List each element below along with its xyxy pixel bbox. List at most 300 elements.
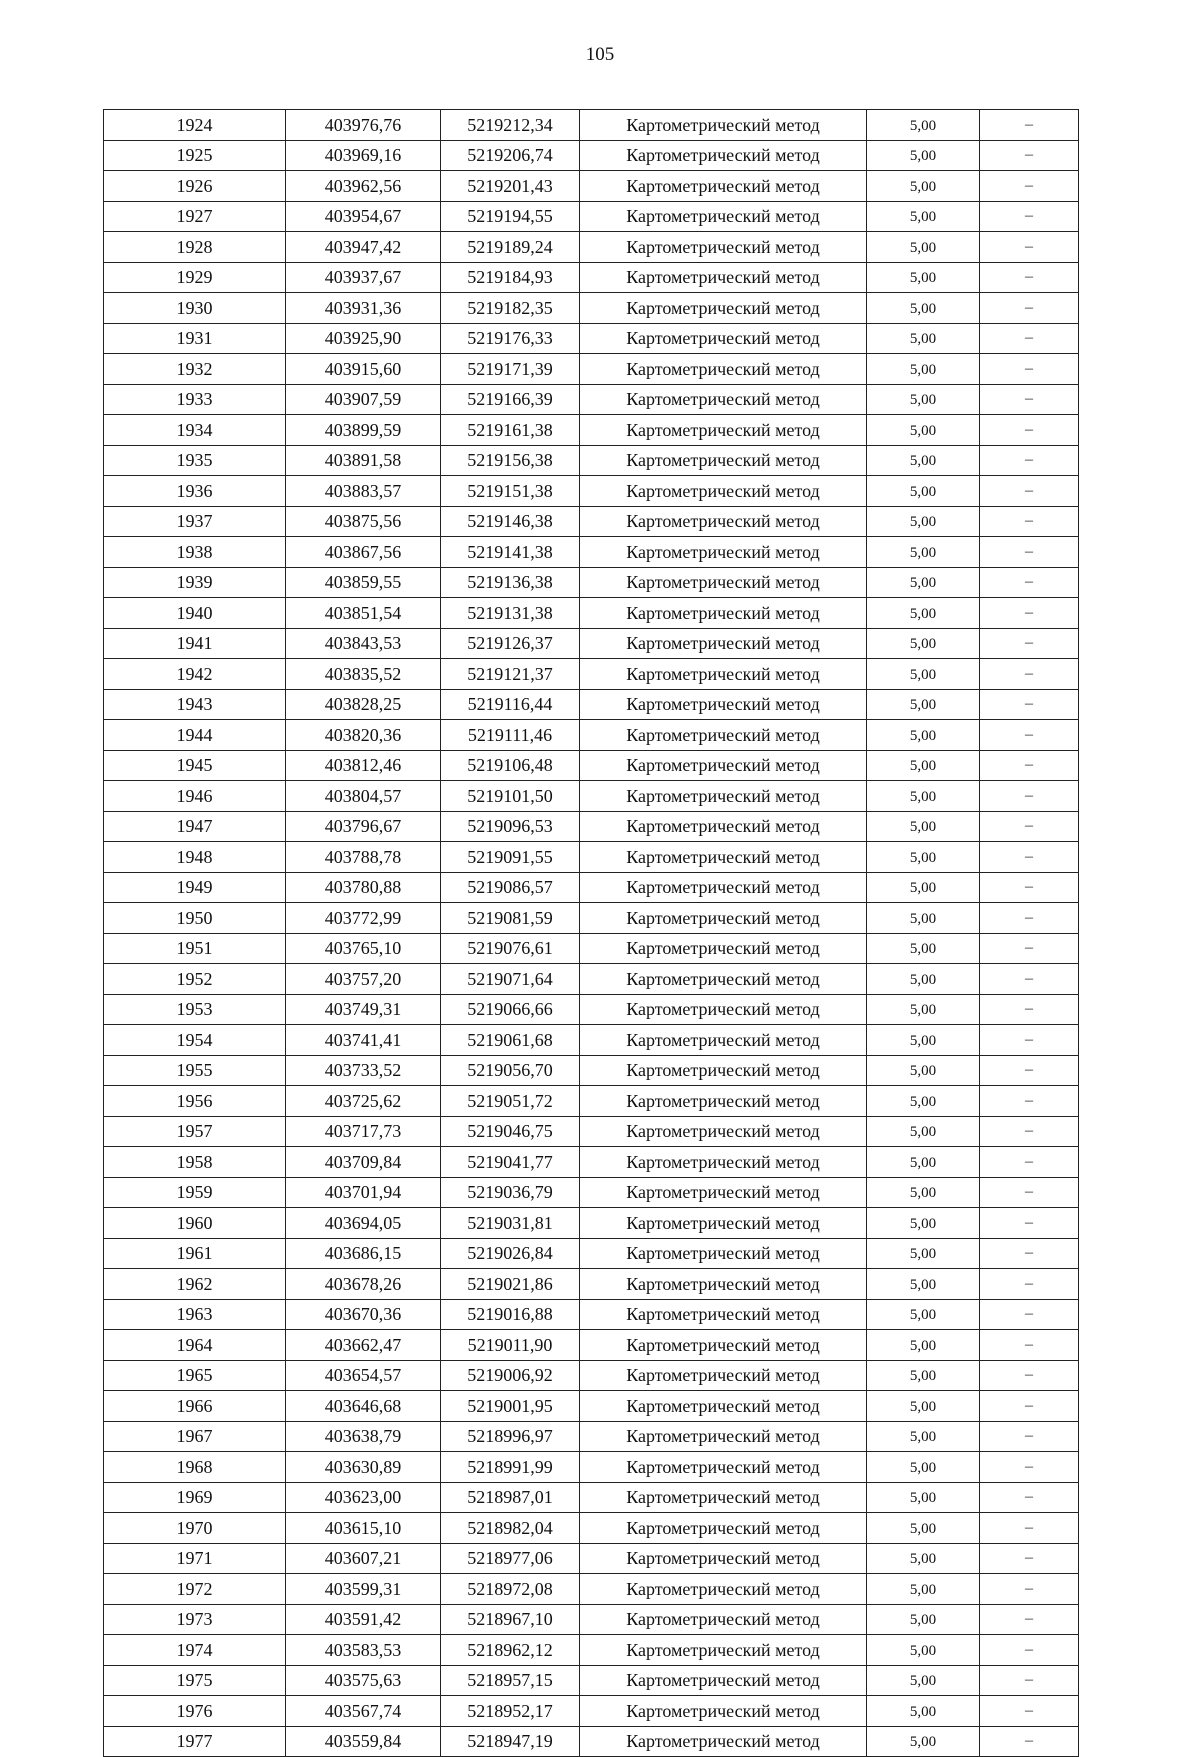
point-number-cell: 1977 xyxy=(104,1726,286,1757)
table-row xyxy=(104,750,1079,781)
table-row xyxy=(104,1147,1079,1178)
y-coordinate-cell: 5219182,35 xyxy=(441,293,580,324)
table-row xyxy=(104,1513,1079,1544)
note-cell: – xyxy=(980,750,1079,781)
note-cell: – xyxy=(980,1421,1079,1452)
note-cell: – xyxy=(980,201,1079,232)
x-coordinate-cell: 403937,67 xyxy=(286,262,441,293)
note-cell: – xyxy=(980,1055,1079,1086)
point-number-cell: 1971 xyxy=(104,1543,286,1574)
note-cell: – xyxy=(980,720,1079,751)
note-cell: – xyxy=(980,1086,1079,1117)
x-coordinate-cell: 403709,84 xyxy=(286,1147,441,1178)
method-cell: Картометрический метод xyxy=(580,201,867,232)
note-cell: – xyxy=(980,811,1079,842)
note-cell: – xyxy=(980,476,1079,507)
point-number-cell: 1976 xyxy=(104,1696,286,1727)
method-cell: Картометрический метод xyxy=(580,354,867,385)
point-number-cell: 1961 xyxy=(104,1238,286,1269)
note-cell: – xyxy=(980,171,1079,202)
accuracy-cell: 5,00 xyxy=(867,1177,980,1208)
point-number-cell: 1937 xyxy=(104,506,286,537)
point-number-cell: 1928 xyxy=(104,232,286,263)
accuracy-cell: 5,00 xyxy=(867,506,980,537)
table-row xyxy=(104,994,1079,1025)
note-cell: – xyxy=(980,933,1079,964)
y-coordinate-cell: 5219111,46 xyxy=(441,720,580,751)
accuracy-cell: 5,00 xyxy=(867,1208,980,1239)
accuracy-cell: 5,00 xyxy=(867,354,980,385)
y-coordinate-cell: 5219136,38 xyxy=(441,567,580,598)
method-cell: Картометрический метод xyxy=(580,1116,867,1147)
accuracy-cell: 5,00 xyxy=(867,110,980,141)
y-coordinate-cell: 5218982,04 xyxy=(441,1513,580,1544)
y-coordinate-cell: 5218977,06 xyxy=(441,1543,580,1574)
x-coordinate-cell: 403820,36 xyxy=(286,720,441,751)
point-number-cell: 1958 xyxy=(104,1147,286,1178)
table-row xyxy=(104,1482,1079,1513)
accuracy-cell: 5,00 xyxy=(867,171,980,202)
note-cell: – xyxy=(980,1726,1079,1757)
accuracy-cell: 5,00 xyxy=(867,750,980,781)
x-coordinate-cell: 403607,21 xyxy=(286,1543,441,1574)
accuracy-cell: 5,00 xyxy=(867,1086,980,1117)
y-coordinate-cell: 5219011,90 xyxy=(441,1330,580,1361)
table-row xyxy=(104,720,1079,751)
method-cell: Картометрический метод xyxy=(580,1208,867,1239)
method-cell: Картометрический метод xyxy=(580,720,867,751)
table-row xyxy=(104,1025,1079,1056)
y-coordinate-cell: 5218972,08 xyxy=(441,1574,580,1605)
x-coordinate-cell: 403828,25 xyxy=(286,689,441,720)
point-number-cell: 1975 xyxy=(104,1665,286,1696)
note-cell: – xyxy=(980,1147,1079,1178)
point-number-cell: 1944 xyxy=(104,720,286,751)
point-number-cell: 1925 xyxy=(104,140,286,171)
point-number-cell: 1940 xyxy=(104,598,286,629)
table-row xyxy=(104,1635,1079,1666)
accuracy-cell: 5,00 xyxy=(867,811,980,842)
x-coordinate-cell: 403976,76 xyxy=(286,110,441,141)
table-row xyxy=(104,1238,1079,1269)
y-coordinate-cell: 5219071,64 xyxy=(441,964,580,995)
point-number-cell: 1951 xyxy=(104,933,286,964)
note-cell: – xyxy=(980,1665,1079,1696)
x-coordinate-cell: 403765,10 xyxy=(286,933,441,964)
x-coordinate-cell: 403694,05 xyxy=(286,1208,441,1239)
y-coordinate-cell: 5218987,01 xyxy=(441,1482,580,1513)
method-cell: Картометрический метод xyxy=(580,110,867,141)
table-row xyxy=(104,903,1079,934)
method-cell: Картометрический метод xyxy=(580,1360,867,1391)
x-coordinate-cell: 403812,46 xyxy=(286,750,441,781)
note-cell: – xyxy=(980,964,1079,995)
accuracy-cell: 5,00 xyxy=(867,1513,980,1544)
table-row xyxy=(104,842,1079,873)
accuracy-cell: 5,00 xyxy=(867,323,980,354)
x-coordinate-cell: 403757,20 xyxy=(286,964,441,995)
note-cell: – xyxy=(980,1635,1079,1666)
x-coordinate-cell: 403630,89 xyxy=(286,1452,441,1483)
point-number-cell: 1938 xyxy=(104,537,286,568)
note-cell: – xyxy=(980,1299,1079,1330)
note-cell: – xyxy=(980,994,1079,1025)
x-coordinate-cell: 403962,56 xyxy=(286,171,441,202)
point-number-cell: 1936 xyxy=(104,476,286,507)
point-number-cell: 1965 xyxy=(104,1360,286,1391)
y-coordinate-cell: 5219026,84 xyxy=(441,1238,580,1269)
accuracy-cell: 5,00 xyxy=(867,628,980,659)
accuracy-cell: 5,00 xyxy=(867,1696,980,1727)
y-coordinate-cell: 5219021,86 xyxy=(441,1269,580,1300)
method-cell: Картометрический метод xyxy=(580,232,867,263)
x-coordinate-cell: 403947,42 xyxy=(286,232,441,263)
table-row xyxy=(104,567,1079,598)
x-coordinate-cell: 403843,53 xyxy=(286,628,441,659)
y-coordinate-cell: 5218991,99 xyxy=(441,1452,580,1483)
table-row xyxy=(104,1421,1079,1452)
point-number-cell: 1966 xyxy=(104,1391,286,1422)
accuracy-cell: 5,00 xyxy=(867,872,980,903)
x-coordinate-cell: 403717,73 xyxy=(286,1116,441,1147)
note-cell: – xyxy=(980,1482,1079,1513)
table-row xyxy=(104,201,1079,232)
x-coordinate-cell: 403725,62 xyxy=(286,1086,441,1117)
point-number-cell: 1943 xyxy=(104,689,286,720)
accuracy-cell: 5,00 xyxy=(867,903,980,934)
table-row xyxy=(104,1452,1079,1483)
note-cell: – xyxy=(980,323,1079,354)
table-row xyxy=(104,110,1079,141)
note-cell: – xyxy=(980,903,1079,934)
table-row xyxy=(104,964,1079,995)
point-number-cell: 1963 xyxy=(104,1299,286,1330)
y-coordinate-cell: 5218952,17 xyxy=(441,1696,580,1727)
x-coordinate-cell: 403835,52 xyxy=(286,659,441,690)
point-number-cell: 1972 xyxy=(104,1574,286,1605)
coordinates-table xyxy=(103,109,1079,1757)
accuracy-cell: 5,00 xyxy=(867,1635,980,1666)
accuracy-cell: 5,00 xyxy=(867,1116,980,1147)
point-number-cell: 1932 xyxy=(104,354,286,385)
y-coordinate-cell: 5219146,38 xyxy=(441,506,580,537)
x-coordinate-cell: 403623,00 xyxy=(286,1482,441,1513)
accuracy-cell: 5,00 xyxy=(867,445,980,476)
point-number-cell: 1957 xyxy=(104,1116,286,1147)
point-number-cell: 1959 xyxy=(104,1177,286,1208)
table-row xyxy=(104,933,1079,964)
table-row xyxy=(104,689,1079,720)
accuracy-cell: 5,00 xyxy=(867,659,980,690)
method-cell: Картометрический метод xyxy=(580,842,867,873)
y-coordinate-cell: 5219031,81 xyxy=(441,1208,580,1239)
y-coordinate-cell: 5219096,53 xyxy=(441,811,580,842)
y-coordinate-cell: 5219189,24 xyxy=(441,232,580,263)
x-coordinate-cell: 403891,58 xyxy=(286,445,441,476)
point-number-cell: 1956 xyxy=(104,1086,286,1117)
method-cell: Картометрический метод xyxy=(580,293,867,324)
note-cell: – xyxy=(980,445,1079,476)
point-number-cell: 1926 xyxy=(104,171,286,202)
note-cell: – xyxy=(980,140,1079,171)
accuracy-cell: 5,00 xyxy=(867,201,980,232)
point-number-cell: 1954 xyxy=(104,1025,286,1056)
note-cell: – xyxy=(980,1330,1079,1361)
y-coordinate-cell: 5219001,95 xyxy=(441,1391,580,1422)
x-coordinate-cell: 403670,36 xyxy=(286,1299,441,1330)
x-coordinate-cell: 403662,47 xyxy=(286,1330,441,1361)
method-cell: Картометрический метод xyxy=(580,506,867,537)
method-cell: Картометрический метод xyxy=(580,1055,867,1086)
x-coordinate-cell: 403733,52 xyxy=(286,1055,441,1086)
method-cell: Картометрический метод xyxy=(580,1543,867,1574)
method-cell: Картометрический метод xyxy=(580,476,867,507)
table-row xyxy=(104,171,1079,202)
point-number-cell: 1968 xyxy=(104,1452,286,1483)
table-row xyxy=(104,140,1079,171)
x-coordinate-cell: 403788,78 xyxy=(286,842,441,873)
accuracy-cell: 5,00 xyxy=(867,842,980,873)
note-cell: – xyxy=(980,842,1079,873)
table-row xyxy=(104,323,1079,354)
accuracy-cell: 5,00 xyxy=(867,1299,980,1330)
y-coordinate-cell: 5219006,92 xyxy=(441,1360,580,1391)
x-coordinate-cell: 403907,59 xyxy=(286,384,441,415)
table-row xyxy=(104,598,1079,629)
table-row xyxy=(104,445,1079,476)
note-cell: – xyxy=(980,872,1079,903)
accuracy-cell: 5,00 xyxy=(867,384,980,415)
method-cell: Картометрический метод xyxy=(580,1421,867,1452)
point-number-cell: 1933 xyxy=(104,384,286,415)
point-number-cell: 1952 xyxy=(104,964,286,995)
point-number-cell: 1973 xyxy=(104,1604,286,1635)
y-coordinate-cell: 5219076,61 xyxy=(441,933,580,964)
accuracy-cell: 5,00 xyxy=(867,1238,980,1269)
accuracy-cell: 5,00 xyxy=(867,262,980,293)
method-cell: Картометрический метод xyxy=(580,1299,867,1330)
note-cell: – xyxy=(980,1604,1079,1635)
x-coordinate-cell: 403559,84 xyxy=(286,1726,441,1757)
page-number: 105 xyxy=(585,44,615,65)
x-coordinate-cell: 403567,74 xyxy=(286,1696,441,1727)
y-coordinate-cell: 5219041,77 xyxy=(441,1147,580,1178)
table-row xyxy=(104,1177,1079,1208)
y-coordinate-cell: 5219184,93 xyxy=(441,262,580,293)
accuracy-cell: 5,00 xyxy=(867,537,980,568)
method-cell: Картометрический метод xyxy=(580,1086,867,1117)
method-cell: Картометрический метод xyxy=(580,781,867,812)
method-cell: Картометрический метод xyxy=(580,323,867,354)
table-row xyxy=(104,354,1079,385)
method-cell: Картометрический метод xyxy=(580,1391,867,1422)
note-cell: – xyxy=(980,1177,1079,1208)
point-number-cell: 1930 xyxy=(104,293,286,324)
x-coordinate-cell: 403599,31 xyxy=(286,1574,441,1605)
method-cell: Картометрический метод xyxy=(580,1238,867,1269)
table-row xyxy=(104,1726,1079,1757)
point-number-cell: 1970 xyxy=(104,1513,286,1544)
method-cell: Картометрический метод xyxy=(580,628,867,659)
x-coordinate-cell: 403701,94 xyxy=(286,1177,441,1208)
accuracy-cell: 5,00 xyxy=(867,1604,980,1635)
table-row xyxy=(104,1696,1079,1727)
table-row xyxy=(104,1330,1079,1361)
accuracy-cell: 5,00 xyxy=(867,1574,980,1605)
method-cell: Картометрический метод xyxy=(580,140,867,171)
note-cell: – xyxy=(980,628,1079,659)
method-cell: Картометрический метод xyxy=(580,1482,867,1513)
method-cell: Картометрический метод xyxy=(580,1726,867,1757)
note-cell: – xyxy=(980,293,1079,324)
method-cell: Картометрический метод xyxy=(580,384,867,415)
x-coordinate-cell: 403931,36 xyxy=(286,293,441,324)
x-coordinate-cell: 403638,79 xyxy=(286,1421,441,1452)
x-coordinate-cell: 403875,56 xyxy=(286,506,441,537)
method-cell: Картометрический метод xyxy=(580,415,867,446)
note-cell: – xyxy=(980,354,1079,385)
y-coordinate-cell: 5219194,55 xyxy=(441,201,580,232)
note-cell: – xyxy=(980,506,1079,537)
method-cell: Картометрический метод xyxy=(580,537,867,568)
method-cell: Картометрический метод xyxy=(580,1025,867,1056)
y-coordinate-cell: 5219036,79 xyxy=(441,1177,580,1208)
accuracy-cell: 5,00 xyxy=(867,994,980,1025)
y-coordinate-cell: 5219201,43 xyxy=(441,171,580,202)
accuracy-cell: 5,00 xyxy=(867,1543,980,1574)
point-number-cell: 1955 xyxy=(104,1055,286,1086)
point-number-cell: 1935 xyxy=(104,445,286,476)
note-cell: – xyxy=(980,598,1079,629)
accuracy-cell: 5,00 xyxy=(867,1360,980,1391)
point-number-cell: 1948 xyxy=(104,842,286,873)
accuracy-cell: 5,00 xyxy=(867,293,980,324)
x-coordinate-cell: 403654,57 xyxy=(286,1360,441,1391)
table-row xyxy=(104,659,1079,690)
point-number-cell: 1969 xyxy=(104,1482,286,1513)
note-cell: – xyxy=(980,1391,1079,1422)
accuracy-cell: 5,00 xyxy=(867,232,980,263)
accuracy-cell: 5,00 xyxy=(867,1330,980,1361)
method-cell: Картометрический метод xyxy=(580,1574,867,1605)
point-number-cell: 1964 xyxy=(104,1330,286,1361)
x-coordinate-cell: 403780,88 xyxy=(286,872,441,903)
accuracy-cell: 5,00 xyxy=(867,476,980,507)
table-row xyxy=(104,293,1079,324)
x-coordinate-cell: 403575,63 xyxy=(286,1665,441,1696)
method-cell: Картометрический метод xyxy=(580,567,867,598)
point-number-cell: 1947 xyxy=(104,811,286,842)
table-row xyxy=(104,1574,1079,1605)
point-number-cell: 1950 xyxy=(104,903,286,934)
table-row xyxy=(104,872,1079,903)
table-row xyxy=(104,1391,1079,1422)
accuracy-cell: 5,00 xyxy=(867,598,980,629)
table-row xyxy=(104,1665,1079,1696)
y-coordinate-cell: 5218947,19 xyxy=(441,1726,580,1757)
x-coordinate-cell: 403867,56 xyxy=(286,537,441,568)
method-cell: Картометрический метод xyxy=(580,1665,867,1696)
y-coordinate-cell: 5219131,38 xyxy=(441,598,580,629)
table-row xyxy=(104,1116,1079,1147)
y-coordinate-cell: 5219016,88 xyxy=(441,1299,580,1330)
table-row xyxy=(104,476,1079,507)
x-coordinate-cell: 403925,90 xyxy=(286,323,441,354)
method-cell: Картометрический метод xyxy=(580,1513,867,1544)
method-cell: Картометрический метод xyxy=(580,1177,867,1208)
point-number-cell: 1962 xyxy=(104,1269,286,1300)
note-cell: – xyxy=(980,1208,1079,1239)
point-number-cell: 1931 xyxy=(104,323,286,354)
method-cell: Картометрический метод xyxy=(580,1452,867,1483)
y-coordinate-cell: 5218962,12 xyxy=(441,1635,580,1666)
y-coordinate-cell: 5219156,38 xyxy=(441,445,580,476)
method-cell: Картометрический метод xyxy=(580,933,867,964)
y-coordinate-cell: 5219046,75 xyxy=(441,1116,580,1147)
accuracy-cell: 5,00 xyxy=(867,415,980,446)
note-cell: – xyxy=(980,1696,1079,1727)
note-cell: – xyxy=(980,567,1079,598)
y-coordinate-cell: 5219161,38 xyxy=(441,415,580,446)
x-coordinate-cell: 403678,26 xyxy=(286,1269,441,1300)
point-number-cell: 1934 xyxy=(104,415,286,446)
note-cell: – xyxy=(980,1360,1079,1391)
y-coordinate-cell: 5219206,74 xyxy=(441,140,580,171)
method-cell: Картометрический метод xyxy=(580,1604,867,1635)
note-cell: – xyxy=(980,1543,1079,1574)
x-coordinate-cell: 403883,57 xyxy=(286,476,441,507)
x-coordinate-cell: 403591,42 xyxy=(286,1604,441,1635)
note-cell: – xyxy=(980,659,1079,690)
method-cell: Картометрический метод xyxy=(580,262,867,293)
method-cell: Картометрический метод xyxy=(580,1147,867,1178)
point-number-cell: 1941 xyxy=(104,628,286,659)
accuracy-cell: 5,00 xyxy=(867,933,980,964)
y-coordinate-cell: 5219126,37 xyxy=(441,628,580,659)
coordinates-table-body xyxy=(104,110,1079,1757)
y-coordinate-cell: 5219081,59 xyxy=(441,903,580,934)
y-coordinate-cell: 5219171,39 xyxy=(441,354,580,385)
accuracy-cell: 5,00 xyxy=(867,1452,980,1483)
table-row xyxy=(104,1055,1079,1086)
point-number-cell: 1924 xyxy=(104,110,286,141)
note-cell: – xyxy=(980,689,1079,720)
table-row xyxy=(104,415,1079,446)
note-cell: – xyxy=(980,1025,1079,1056)
accuracy-cell: 5,00 xyxy=(867,689,980,720)
accuracy-cell: 5,00 xyxy=(867,1482,980,1513)
point-number-cell: 1946 xyxy=(104,781,286,812)
y-coordinate-cell: 5219121,37 xyxy=(441,659,580,690)
table-row xyxy=(104,1208,1079,1239)
x-coordinate-cell: 403969,16 xyxy=(286,140,441,171)
accuracy-cell: 5,00 xyxy=(867,1269,980,1300)
table-row xyxy=(104,1086,1079,1117)
note-cell: – xyxy=(980,415,1079,446)
x-coordinate-cell: 403615,10 xyxy=(286,1513,441,1544)
x-coordinate-cell: 403915,60 xyxy=(286,354,441,385)
method-cell: Картометрический метод xyxy=(580,1635,867,1666)
accuracy-cell: 5,00 xyxy=(867,964,980,995)
method-cell: Картометрический метод xyxy=(580,872,867,903)
accuracy-cell: 5,00 xyxy=(867,1665,980,1696)
point-number-cell: 1974 xyxy=(104,1635,286,1666)
note-cell: – xyxy=(980,1574,1079,1605)
method-cell: Картометрический метод xyxy=(580,1269,867,1300)
note-cell: – xyxy=(980,1452,1079,1483)
point-number-cell: 1960 xyxy=(104,1208,286,1239)
accuracy-cell: 5,00 xyxy=(867,1421,980,1452)
